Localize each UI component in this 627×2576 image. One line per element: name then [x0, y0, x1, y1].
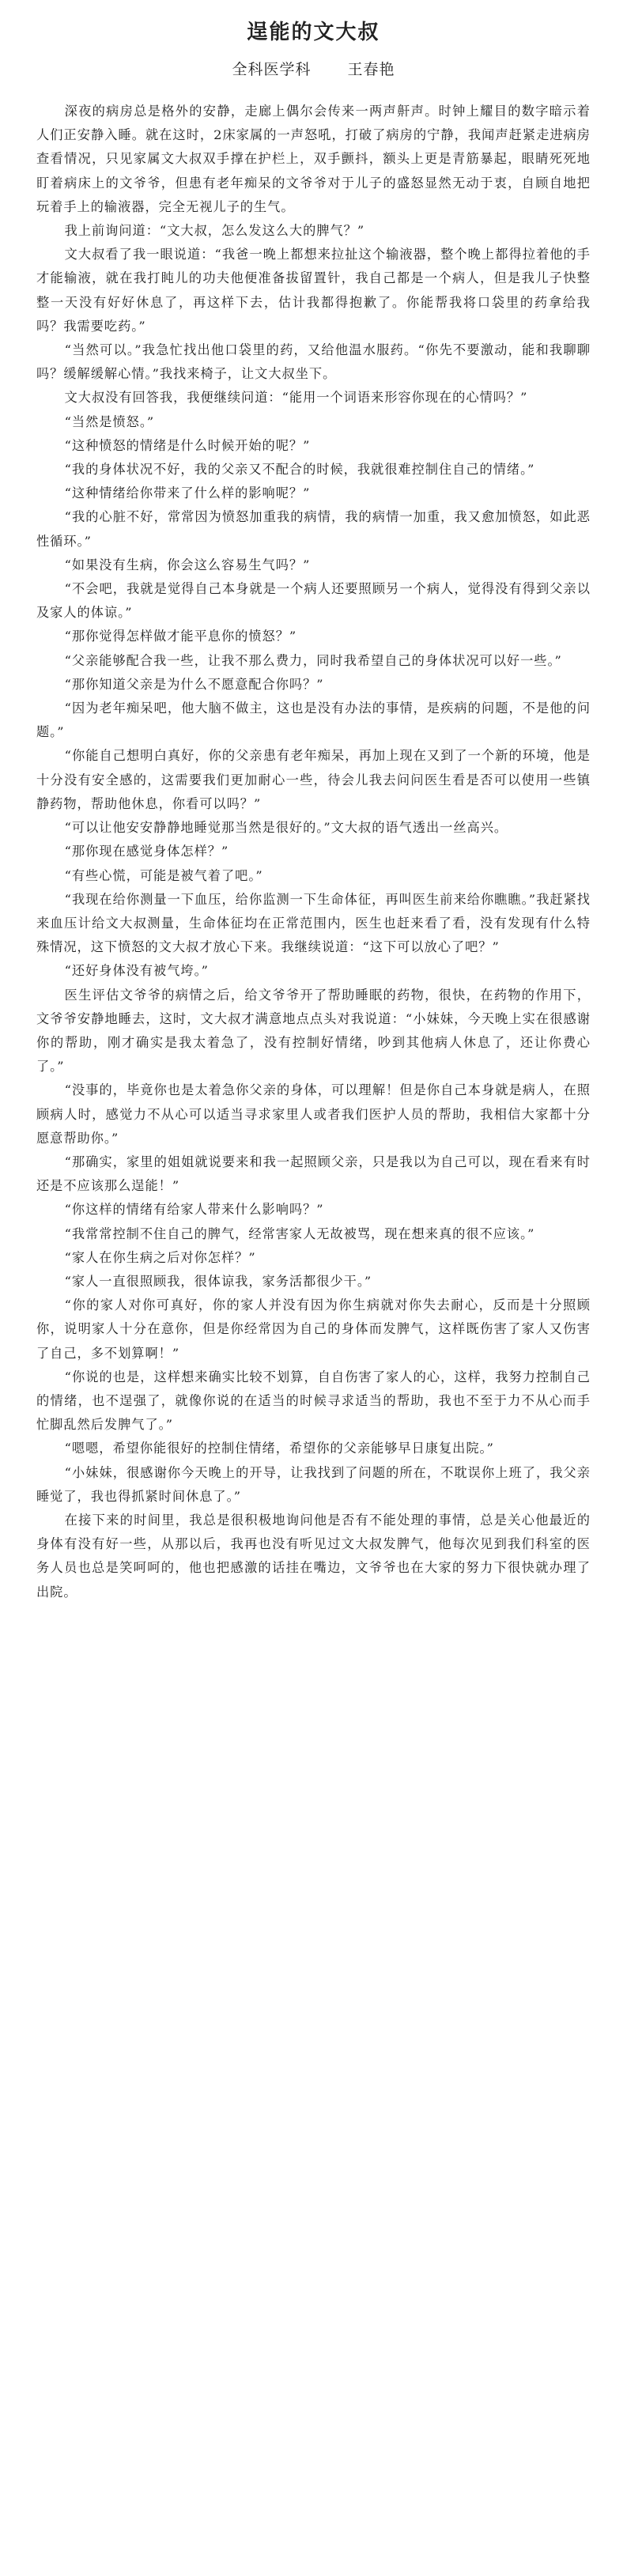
paragraph: “你的家人对你可真好，你的家人并没有因为你生病就对你失去耐心，反而是十分照顾你，说明家人十分在意你，但是你经常因为自己的身体而发脾气，这样既伤害了家人又伤害了自己，多不划算啊！”: [36, 1297, 591, 1361]
paragraph: “你这样的情绪有给家人带来什么影响吗？”: [64, 1202, 324, 1218]
author-name: 王春艳: [347, 61, 395, 78]
paragraph: “你能自己想明白真好，你的父亲患有老年痴呆，再加上现在又到了一个新的环境，他是十分没有安全感的，这需要我们更加耐心一些，待会儿我去问问医生看是否可以使用一些镇静药物，帮助他休息，你看可以吗？”: [36, 748, 591, 811]
paragraph: “当然是愤怒。”: [64, 414, 155, 429]
paragraph: “因为老年痴呆吧，他大脑不做主，这也是没有办法的事情，是疾病的问题，不是他的问题。”: [36, 701, 591, 740]
paragraph: “这种情绪给你带来了什么样的影响呢？”: [64, 485, 311, 501]
paragraph: “我的心脏不好，常常因为愤怒加重我的病情，我的病情一加重，我又愈加愤怒，如此恶性循环。”: [36, 509, 591, 549]
paragraph: “小妹妹，很感谢你今天晚上的开导，让我找到了问题的所在，不耽误你上班了，我父亲睡觉了，我也得抓紧时间休息了。”: [36, 1464, 591, 1504]
paragraph: 文大叔没有回答我，我便继续问道：“能用一个词语来形容你现在的心情吗？”: [64, 390, 528, 406]
paragraph: “嗯嗯，希望你能很好的控制住情绪，希望你的父亲能够早日康复出院。”: [64, 1441, 494, 1456]
paragraph: “这种愤怒的情绪是什么时候开始的呢？”: [64, 437, 311, 453]
paragraph: “可以让他安安静静地睡觉那当然是很好的。”文大叔的语气透出一丝高兴。: [64, 820, 508, 836]
paragraph: “家人一直很照顾我，很体谅我，家务活都很少干。”: [64, 1273, 372, 1289]
paragraph: 我上前询问道：“文大叔，怎么发这么大的脾气？”: [64, 223, 365, 239]
article-body: [36, 100, 591, 1604]
paragraph: 在接下来的时间里，我总是很积极地询问他是否有不能处理的事情，总是关心他最近的身体有没有好一些，从那以后，我再也没有听见过文大叔发脾气，他每次见到我们科室的医务人员也总是笑呵呵的，他也把感激的话挂在嘴边，文爷爷也在大家的努力下很快就办理了出院。: [36, 1512, 591, 1600]
paragraph: “我现在给你测量一下血压，给你监测一下生命体征，再叫医生前来给你瞧瞧。”我赶紧找来血压计给文大叔测量，生命体征均在正常范围内，医生也赶来看了看，没有发现有什么特殊情况，这下愤怒的文大叔才放心下来。我继续说道：“这下可以放心了吧？”: [36, 891, 591, 955]
paragraph: “你说的也是，这样想来确实比较不划算，自自伤害了家人的心，这样，我努力控制自己的情绪，也不逞强了，就像你说的在适当的时候寻求适当的帮助，我也不至于力不从心而手忙脚乱然后发脾气了。”: [36, 1369, 591, 1433]
paragraph: “我的身体状况不好，我的父亲又不配合的时候，我就很难控制住自己的情绪。”: [64, 462, 535, 478]
paragraph: “父亲能够配合我一些，让我不那么费力，同时我希望自己的身体状况可以好一些。”: [64, 652, 562, 668]
paragraph: “如果没有生病，你会这么容易生气吗？”: [64, 557, 311, 572]
paragraph: “当然可以。”我急忙找出他口袋里的药，又给他温水服药。“你先不要激动，能和我聊聊吗？缓解缓解心情。”我找来椅子，让文大叔坐下。: [36, 342, 591, 382]
paragraph: “没事的，毕竟你也是太着急你父亲的身体，可以理解！但是你自己本身就是病人，在照顾病人时，感觉力不从心可以适当寻求家里人或者我们医护人员的帮助，我相信大家都十分愿意帮助你。”: [36, 1082, 591, 1146]
article-title: 逞能的文大叔: [247, 21, 380, 44]
paragraph: “有些心慌，可能是被气着了吧。”: [64, 867, 263, 883]
author-department: 全科医学科: [232, 61, 312, 78]
paragraph: “家人在你生病之后对你怎样？”: [64, 1249, 256, 1265]
paragraph: “那你知道父亲是为什么不愿意配合你吗？”: [64, 676, 324, 692]
paragraph: “还好身体没有被气垮。”: [64, 963, 209, 979]
article-byline: [36, 59, 591, 81]
paragraph: 深夜的病房总是格外的安静，走廊上偶尔会传来一两声鼾声。时钟上耀目的数字暗示着人们正安静入睡。就在这时，2床家属的一声怒吼，打破了病房的宁静，我闻声赶紧走进病房查看情况，只见家属文大叔双手撑在护栏上，双手颤抖，额头上更是青筋暴起，眼睛死死地盯着病床上的文爷爷，但患有老年痴呆的文爷爷对于儿子的盛怒显然无动于衷，自顾自地把玩着手上的输液器，完全无视儿子的生气。: [36, 104, 591, 214]
paragraph: 文大叔看了我一眼说道：“我爸一晚上都想来拉扯这个输液器，整个晚上都得拉着他的手才能输液，就在我打盹儿的功夫他便准备拔留置针，我自己都是一个病人，但是我儿子快整整一天没有好好休息了，再这样下去，估计我都得抱歉了。你能帮我将口袋里的药拿给我吗？我需要吃药。”: [36, 247, 591, 334]
paragraph: “不会吧，我就是觉得自己本身就是一个病人还要照顾另一个病人，觉得没有得到父亲以及家人的体谅。”: [36, 581, 591, 621]
paragraph: 医生评估文爷爷的病情之后，给文爷爷开了帮助睡眠的药物，很快，在药物的作用下，文爷爷安静地睡去，这时，文大叔才满意地点点头对我说道：“小妹妹，今天晚上实在很感谢你的帮助，刚才确实是我太着急了，没有控制好情绪，吵到其他病人休息了，还让你费心了。”: [36, 987, 591, 1075]
paragraph: “那确实，家里的姐姐就说要来和我一起照顾父亲，只是我以为自己可以，现在看来有时还是不应该那么逞能！”: [36, 1154, 591, 1194]
paragraph: “我常常控制不住自己的脾气，经常害家人无故被骂，现在想来真的很不应该。”: [64, 1226, 535, 1241]
paragraph: “那你觉得怎样做才能平息你的愤怒？”: [64, 629, 297, 644]
paragraph: “那你现在感觉身体怎样？”: [64, 844, 229, 859]
